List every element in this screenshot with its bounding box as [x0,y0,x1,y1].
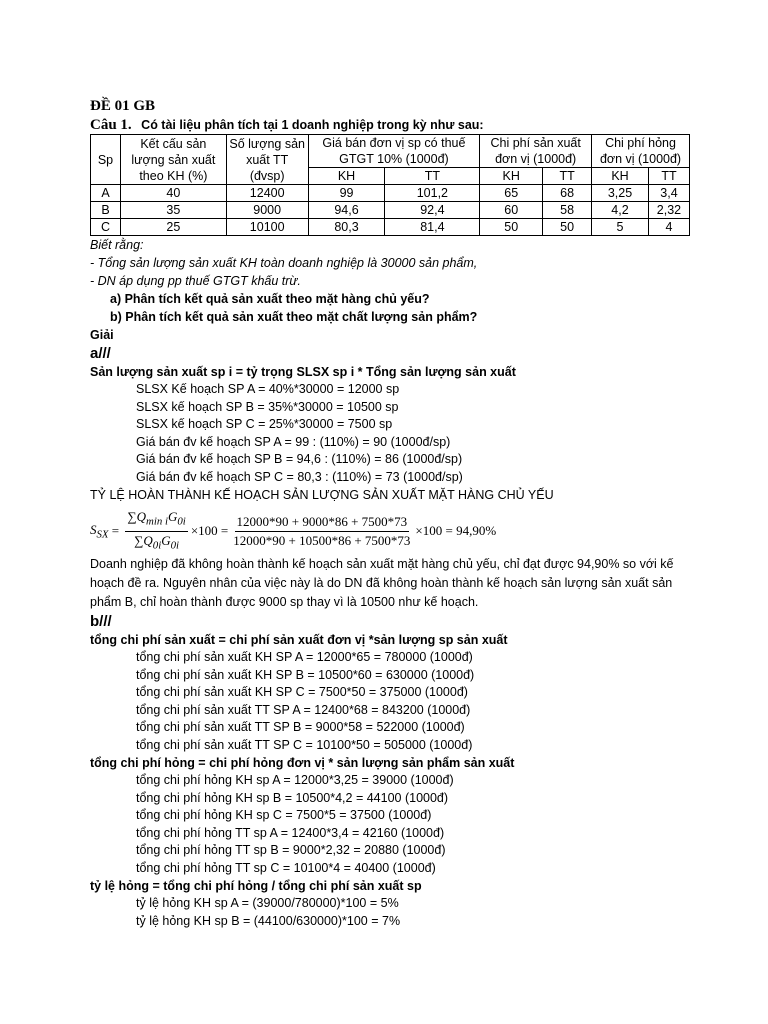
cell-so-luong: 12400 [226,185,308,202]
question-1 [90,116,690,134]
calc-line: tổng chi phí sản xuất KH SP C = 7500*50 = 375000 (1000đ) [136,685,468,699]
table-row [91,185,690,202]
data-table [90,134,690,236]
completion-formula: $S_{SX}$ = $\frac{\sum Q_{min i}G_{0i}}{\sum Q_{0i}G_{0i}}$ ×100 = $\frac{12000*90 + 9000*86 + 7500*73}{12000*90 + 10500*86 + 7500*73}$ ×100 = 94,90% [90,509,690,553]
cell-gia-tt: 81,4 [385,219,480,236]
header-tt: TT [543,168,592,185]
given-line: - DN áp dụng pp thuế GTGT khấu trừ. [90,274,301,288]
calc-line: Giá bán đv kế hoạch SP B = 94,6 : (110%) = 86 (1000đ/sp) [136,452,463,466]
header-ket-cau: Kết cấu sản lượng sản xuất theo KH (%) [120,135,226,185]
cell-sx-kh: 50 [480,219,543,236]
header-sp: Sp [91,135,121,185]
given-line: - Tổng sản lượng sản xuất KH toàn doanh nghiệp là 30000 sản phẩm, [90,256,478,270]
header-tt: TT [648,168,689,185]
formula-fraction-symbolic: $\frac{\sum Q_{min i}G_{0i}}{\sum Q_{0i}G_{0i}}$ [127,508,186,552]
part-a-conclusion: Doanh nghiệp đã không hoàn thành kế hoạch sản xuất mặt hàng chủ yếu, chỉ đạt được 94,90% so với kế hoạch đề ra. Nguyên nhân của việc này là do DN đã không hoàn thành kế hoạch sản lượng sản xuất sản phẩm B, chỉ hoàn thành được 9000 sp thay vì là 10500 như kế hoạch. [90,557,674,609]
header-kh: KH [480,168,543,185]
header-so-luong: Số lượng sản xuất TT (đvsp) [226,135,308,185]
calc-line: tổng chi phí hỏng TT sp B = 9000*2,32 = 20880 (1000đ) [136,843,446,857]
cell-sx-tt: 68 [543,185,592,202]
calc-line: tổng chi phí hỏng KH sp C = 7500*5 = 37500 (1000đ) [136,808,432,822]
cell-ket-cau: 35 [120,202,226,219]
subquestion-b: b) Phân tích kết quả sản xuất theo mặt chất lượng sản phẩm? [110,310,478,324]
exam-title: ĐỀ 01 GB [90,98,156,114]
cell-gia-kh: 80,3 [308,219,385,236]
formula-lhs: $S_{SX}$ [90,521,109,541]
formula-times: ×100 = [190,523,229,538]
cell-hong-tt: 3,4 [648,185,689,202]
table-row [91,219,690,236]
calc-line: tỷ lệ hỏng KH sp B = (44100/630000)*100 = 7% [136,913,401,928]
part-b-rule-3: tỷ lệ hỏng = tổng chi phí hỏng / tổng chi phí sản xuất sp [90,879,422,893]
calc-line: tổng chi phí sản xuất TT SP C = 10100*50 = 505000 (1000đ) [136,737,473,752]
calc-line: SLSX kế hoạch SP C = 25%*30000 = 7500 sp [136,417,393,431]
cell-sp: C [91,219,121,236]
formula-result: ×100 = 94,90% [415,523,497,538]
part-a-heading: TỶ LỆ HOÀN THÀNH KẾ HOẠCH SẢN LƯỢNG SẢN XUẤT MẶT HÀNG CHỦ YẾU [90,488,554,502]
header-tt: TT [385,168,480,185]
cell-gia-tt: 101,2 [385,185,480,202]
calc-line: tổng chi phí sản xuất KH SP A = 12000*65 = 780000 (1000đ) [136,650,473,664]
cell-sx-kh: 60 [480,202,543,219]
calc-line: tổng chi phí hỏng KH sp A = 12000*3,25 = 39000 (1000đ) [136,773,454,787]
cell-hong-kh: 4,2 [592,202,649,219]
given-label: Biết rằng: [90,238,144,252]
question-intro: Có tài liệu phân tích tại 1 doanh nghiệp trong kỳ như sau: [141,118,484,132]
calc-line: Giá bán đv kế hoạch SP C = 80,3 : (110%) = 73 (1000đ/sp) [136,469,463,484]
header-chi-phi-hong: Chi phí hỏng đơn vị (1000đ) [592,135,690,168]
header-gia-ban: Giá bán đơn vị sp có thuế GTGT 10% (1000đ) [308,135,480,168]
calc-line: SLSX Kế hoạch SP A = 40%*30000 = 12000 sp [136,382,400,396]
calc-line: tổng chi phí hỏng TT sp C = 10100*4 = 40400 (1000đ) [136,860,436,875]
part-b-rule-2: tổng chi phí hỏng = chi phí hỏng đơn vị * sản lượng sản phẩm sản xuất [90,756,515,770]
calc-line: Giá bán đv kế hoạch SP A = 99 : (110%) = 90 (1000đ/sp) [136,434,451,449]
cell-gia-kh: 99 [308,185,385,202]
formula-fraction-numeric: $\frac{12000*90 + 9000*86 + 7500*73}{12000*90 + 10500*86 + 7500*73}$ [233,513,411,548]
header-kh: KH [308,168,385,185]
solution-label: Giải [90,328,114,342]
cell-so-luong: 9000 [226,202,308,219]
calc-line: tổng chi phí hỏng KH sp B = 10500*4,2 = 44100 (1000đ) [136,790,449,805]
cell-gia-kh: 94,6 [308,202,385,219]
cell-ket-cau: 25 [120,219,226,236]
cell-hong-kh: 3,25 [592,185,649,202]
part-b-label: b/// [90,613,112,630]
part-b-rule-1: tổng chi phí sản xuất = chi phí sản xuất đơn vị *sản lượng sp sản xuất [90,633,508,647]
calc-line: tổng chi phí sản xuất TT SP B = 9000*58 = 522000 (1000đ) [136,720,465,734]
document-page [90,96,690,930]
header-kh: KH [592,168,649,185]
part-a-rule: Sản lượng sản xuất sp i = tỷ trọng SLSX sp i * Tổng sản lượng sản xuất [90,365,516,379]
cell-ket-cau: 40 [120,185,226,202]
calc-line: tỷ lệ hỏng KH sp A = (39000/780000)*100 = 5% [136,896,399,910]
subquestion-a: a) Phân tích kết quả sản xuất theo mặt hàng chủ yếu? [110,292,430,306]
cell-sp: B [91,202,121,219]
cell-hong-tt: 4 [648,219,689,236]
calc-line: tổng chi phí sản xuất KH SP B = 10500*60 = 630000 (1000đ) [136,667,475,682]
cell-so-luong: 10100 [226,219,308,236]
cell-hong-tt: 2,32 [648,202,689,219]
calc-line: SLSX kế hoạch SP B = 35%*30000 = 10500 sp [136,399,399,414]
calc-line: tổng chi phí hỏng TT sp A = 12400*3,4 = 42160 (1000đ) [136,825,445,840]
cell-hong-kh: 5 [592,219,649,236]
question-label: Câu 1. [90,117,132,133]
calc-line: tổng chi phí sản xuất TT SP A = 12400*68 = 843200 (1000đ) [136,702,471,717]
header-chi-phi-sx: Chi phí sản xuất đơn vị (1000đ) [480,135,592,168]
cell-sx-tt: 50 [543,219,592,236]
table-row [91,202,690,219]
cell-sp: A [91,185,121,202]
part-a-label: a/// [90,345,111,362]
cell-sx-tt: 58 [543,202,592,219]
cell-sx-kh: 65 [480,185,543,202]
cell-gia-tt: 92,4 [385,202,480,219]
